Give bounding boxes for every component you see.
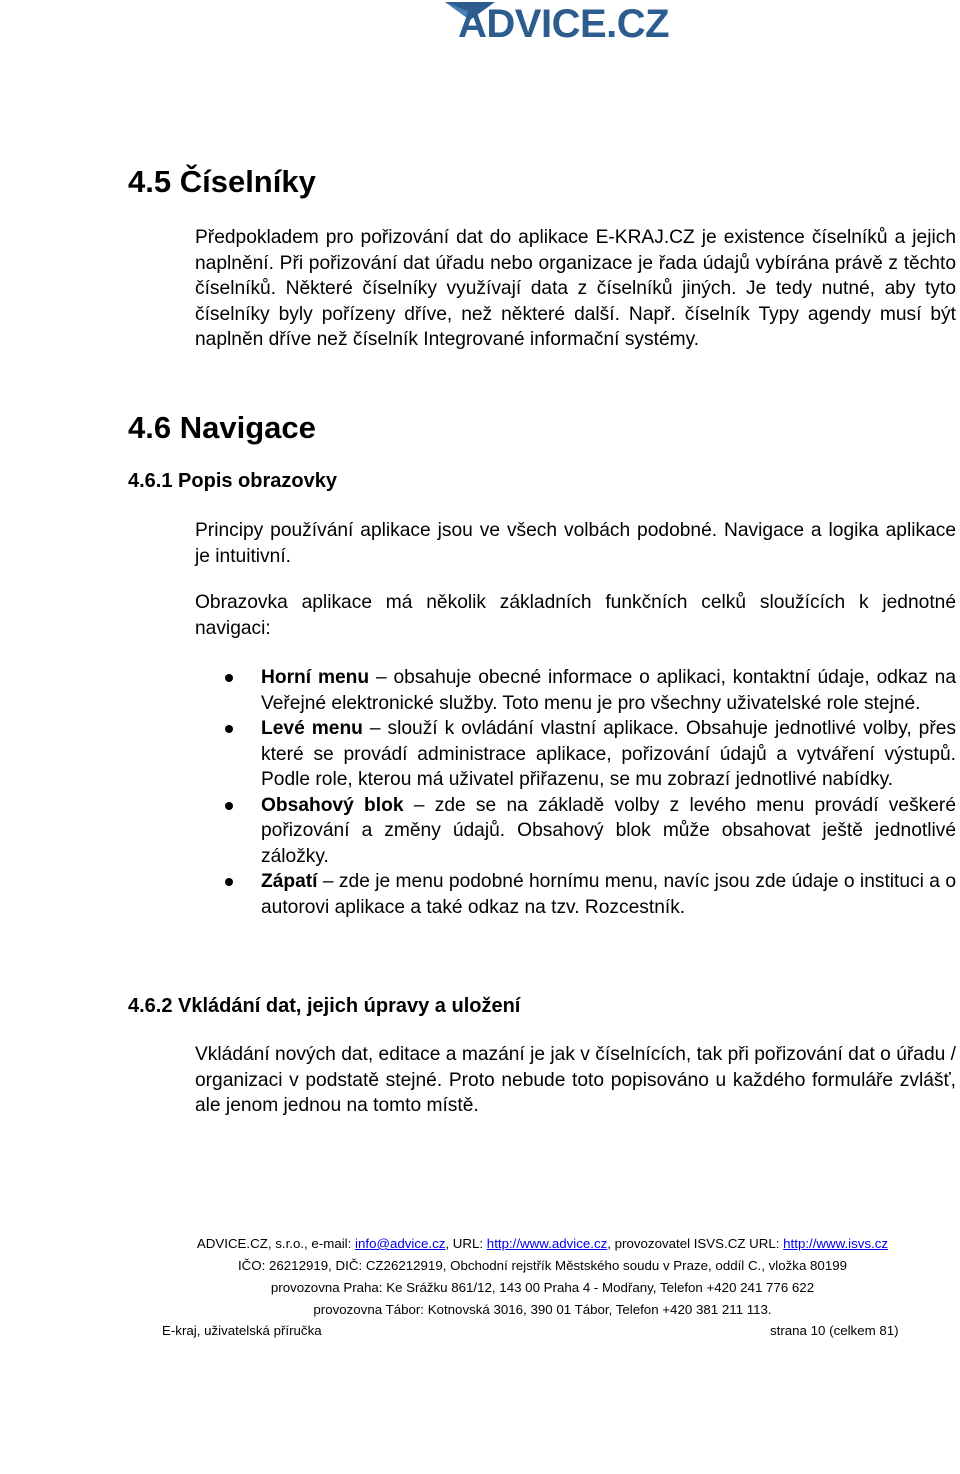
section-title-navigace: 4.6 Navigace [128, 410, 316, 445]
section-title-ciselniky: 4.5 Číselníky [128, 164, 316, 199]
footer-line-ico: IČO: 26212919, DIČ: CZ26212919, Obchodní rejstřík Městského soudu v Praze, oddíl C., vložka 80199 [237, 1258, 848, 1273]
subsection-title-vkladani-dat: 4.6.2 Vkládání dat, jejich úpravy a uložení [128, 995, 521, 1017]
list-item [195, 793, 956, 870]
footer-email-link[interactable]: info@advice.cz [355, 1236, 446, 1251]
footer-line-tabor: provozovna Tábor: Kotnovská 3016, 390 01 Tábor, Telefon +420 381 211 113. [313, 1302, 772, 1317]
list-item-text: – slouží k ovládání vlastní aplikace. Obsahuje jednotlivé volby, přes které se provádí administrace aplikace, pořizování údajů a vytváření výstupů. Podle role, kterou má uživatel přiřazenu, se mu zobrazí jednotlivé nabídky. [261, 718, 956, 790]
list-item [195, 665, 956, 716]
bullet-icon [225, 674, 233, 682]
footer-page-number: strana 10 (celkem 81) [770, 1323, 899, 1338]
popis-paragraph-2: Obrazovka aplikace má několik základních funkčních celků sloužících k jednotné navigaci: [195, 592, 956, 639]
list-item-text: – zde se na základě volby z levého menu provádí veškeré pořizování a změny údajů. Obsahový blok může obsahovat ještě jednotlivé záložky. [261, 794, 956, 867]
logo-text: ADVICE.CZ [458, 2, 670, 46]
footer-url-label: , URL: [445, 1236, 487, 1251]
footer-isvs-link[interactable]: http://www.isvs.cz [783, 1236, 889, 1251]
vkladani-paragraph: Vkládání nových dat, editace a mazání je jak v číselnících, tak při pořizování dat o úřadu / organizaci v podstatě stejné. Proto nebude toto popisováno u každého formuláře zvlášť, ale jenom jednou na tomto místě. [195, 1044, 956, 1116]
footer-company: ADVICE.CZ, s.r.o., e-mail: [196, 1236, 356, 1251]
ciselniky-paragraph: Předpokladem pro pořizování dat do aplikace E-KRAJ.CZ je existence číselníků a jejich naplnění. Při pořizování dat úřadu nebo organizace je řada údajů vybírána právě z těchto číselníků. Některé číselníky využívají data z číselníků jiných. Je tedy nutné, aby tyto číselníky byly pořízeny dříve, než některé další. Např. číselník Typy agendy musí být naplněn dříve než číselník Integrované informační systémy. [195, 227, 956, 350]
popis-paragraph-1: Principy používání aplikace jsou ve všech volbách podobné. Navigace a logika aplikace je intuitivní. [195, 520, 956, 567]
navigation-parts-list [195, 665, 956, 920]
list-item [195, 716, 956, 793]
bullet-icon [225, 725, 233, 733]
list-item [195, 869, 956, 920]
footer-document-name: E-kraj, uživatelská příručka [162, 1323, 322, 1338]
footer-advice-link[interactable]: http://www.advice.cz [486, 1236, 608, 1251]
list-item-term: Horní menu [261, 667, 370, 688]
footer-line-praha: provozovna Praha: Ke Srážku 861/12, 143 00 Praha 4 - Modřany, Telefon +420 241 776 622 [270, 1280, 815, 1295]
list-item-term: Zápatí [261, 871, 318, 892]
list-item-text: – zde je menu podobné hornímu menu, navíc jsou zde údaje o instituci a o autorovi aplikace a také odkaz na tzv. Rozcestník. [261, 871, 956, 918]
bullet-icon [225, 802, 233, 810]
list-item-term: Obsahový blok [261, 794, 404, 816]
list-item-term: Levé menu [261, 718, 363, 739]
bullet-icon [225, 878, 233, 886]
subsection-title-popis-obrazovky: 4.6.1 Popis obrazovky [128, 470, 337, 492]
list-item-text: – obsahuje obecné informace o aplikaci, kontaktní údaje, odkaz na Veřejné elektronické služby. Toto menu je pro všechny uživatelské role stejné. [261, 667, 956, 714]
footer-line-contact [0, 1236, 960, 1251]
footer-isvs-label: , provozovatel ISVS.CZ URL: [607, 1236, 784, 1251]
